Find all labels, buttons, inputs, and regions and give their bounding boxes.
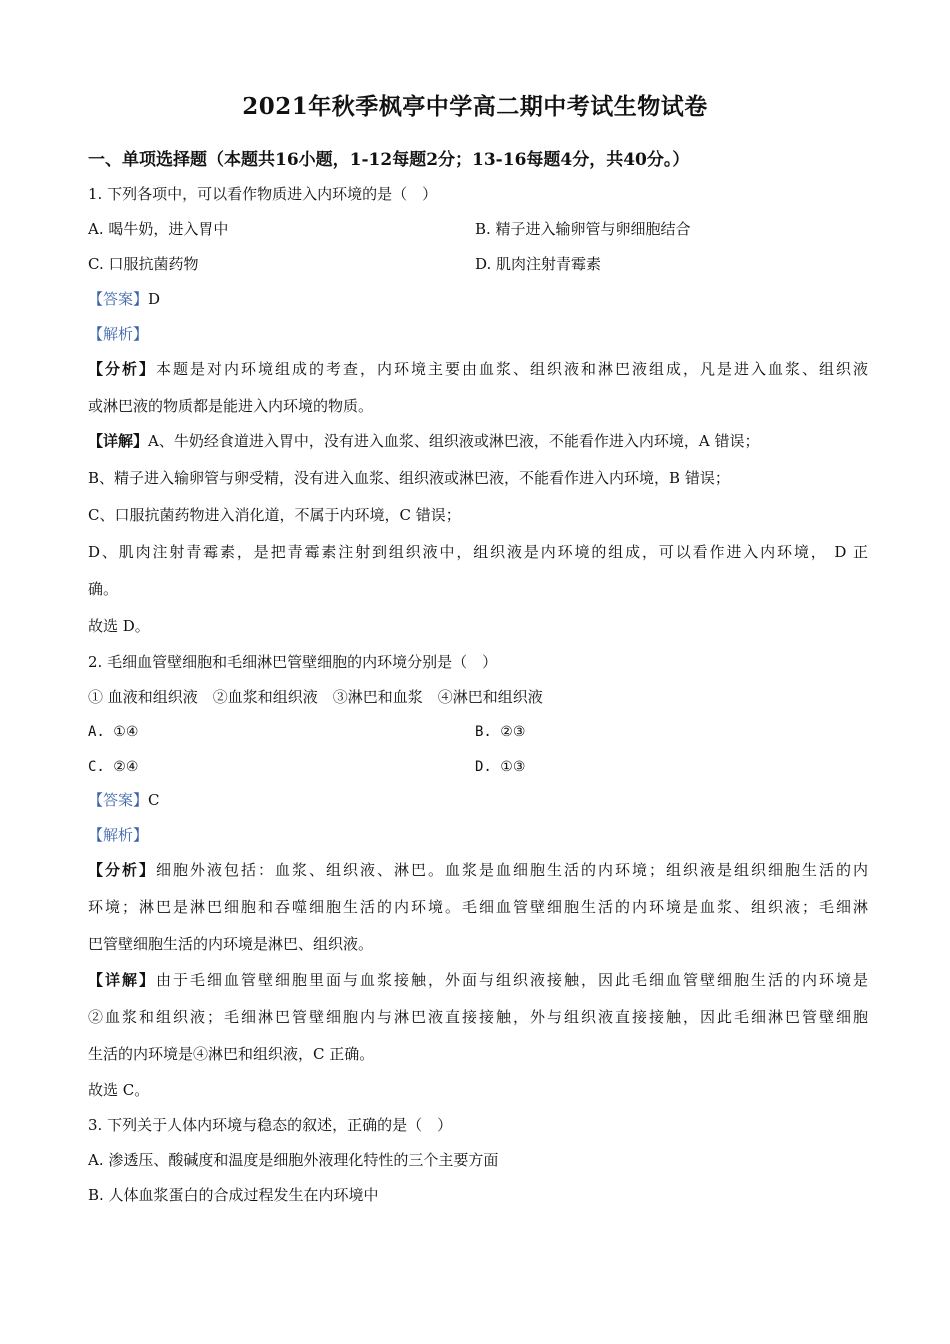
fenxi-tag: 【分析】 bbox=[88, 861, 156, 879]
q2-detail-line: 生活的内环境是④淋巴和组织液，C 正确。 bbox=[88, 1045, 375, 1063]
q2-conclusion: 故选 C。 bbox=[88, 1081, 150, 1099]
q1-detail-line: C、口服抗菌药物进入消化道，不属于内环境，C 错误； bbox=[88, 506, 461, 524]
q2-option-c: C. ②④ bbox=[88, 759, 139, 775]
q2-detail-line: ②血浆和组织液；毛细淋巴管壁细胞内与淋巴液直接接触，外与组织液直接接触，因此毛细淋巴管壁细胞 bbox=[88, 1008, 868, 1026]
q1-detail-text: A、牛奶经食道进入胃中，没有进入血浆、组织液或淋巴液，不能看作进入内环境，A 错误； bbox=[148, 432, 760, 450]
q1-conclusion: 故选 D。 bbox=[88, 617, 150, 635]
q3-option-b: B. 人体血浆蛋白的合成过程发生在内环境中 bbox=[88, 1186, 379, 1204]
q1-analysis-tag bbox=[88, 324, 868, 344]
q2-option-a: A. ①④ bbox=[88, 724, 139, 740]
q2-fenxi-text: 细胞外液包括：血浆、组织液、淋巴。血浆是血细胞生活的内环境；组织液是组织细胞生活的内 bbox=[156, 861, 868, 879]
section-heading: 一、单项选择题（本题共16小题，1-12每题2分；13-16每题4分，共40分。） bbox=[88, 150, 690, 170]
q2-option-d: D. ①③ bbox=[475, 759, 526, 775]
q2-fenxi-line: 环境；淋巴是淋巴细胞和吞噬细胞生活的内环境。毛细血管壁细胞生活的内环境是血浆、组织液；毛细淋 bbox=[88, 898, 868, 916]
q1-option-b: B. 精子进入输卵管与卵细胞结合 bbox=[475, 220, 691, 238]
q1-answer bbox=[88, 289, 868, 309]
q3-stem: 3. 下列关于人体内环境与稳态的叙述，正确的是（ ） bbox=[88, 1116, 453, 1134]
q1-option-d: D. 肌肉注射青霉素 bbox=[475, 255, 602, 273]
q1-option-a: A. 喝牛奶，进入胃中 bbox=[88, 220, 229, 238]
q1-detail-line: B、精子进入输卵管与卵受精，没有进入血浆、组织液或淋巴液，不能看作进入内环境，B 错误； bbox=[88, 469, 730, 487]
analysis-tag: 【解析】 bbox=[88, 826, 149, 844]
q2-analysis-tag bbox=[88, 825, 868, 845]
q1-stem: 1. 下列各项中，可以看作物质进入内环境的是（ ） bbox=[88, 185, 438, 203]
xiangjie-tag: 【详解】 bbox=[88, 432, 149, 450]
q1-detail-line: 确。 bbox=[88, 580, 119, 598]
xiangjie-tag: 【详解】 bbox=[88, 971, 156, 989]
answer-tag: 【答案】 bbox=[88, 290, 149, 308]
q1-answer-value: D bbox=[148, 290, 161, 308]
q2-fenxi-line bbox=[88, 860, 868, 880]
q1-detail-line: D、肌肉注射青霉素，是把青霉素注射到组织液中，组织液是内环境的组成，可以看作进入内环境， D 正 bbox=[88, 543, 868, 561]
q3-option-a: A. 渗透压、酸碱度和温度是细胞外液理化特性的三个主要方面 bbox=[88, 1151, 499, 1169]
q1-fenxi-line: 或淋巴液的物质都是能进入内环境的物质。 bbox=[88, 397, 374, 415]
q2-detail-line bbox=[88, 970, 868, 990]
q2-stem: 2. 毛细血管壁细胞和毛细淋巴管壁细胞的内环境分别是（ ） bbox=[88, 653, 498, 671]
q1-fenxi-line bbox=[88, 359, 868, 379]
q2-fenxi-line: 巴管壁细胞生活的内环境是淋巴、组织液。 bbox=[88, 935, 374, 953]
q2-items: ① 血液和组织液 ②血浆和组织液 ③淋巴和血浆 ④淋巴和组织液 bbox=[88, 688, 543, 706]
analysis-tag: 【解析】 bbox=[88, 325, 149, 343]
q1-detail-line bbox=[88, 431, 868, 451]
q1-fenxi-text: 本题是对内环境组成的考查，内环境主要由血浆、组织液和淋巴液组成，凡是进入血浆、组织液 bbox=[156, 360, 868, 378]
fenxi-tag: 【分析】 bbox=[88, 360, 156, 378]
q1-option-c: C. 口服抗菌药物 bbox=[88, 255, 199, 273]
q2-answer bbox=[88, 790, 868, 810]
q2-option-b: B. ②③ bbox=[475, 724, 526, 740]
page-title: 2021年秋季枫亭中学高二期中考试生物试卷 bbox=[242, 93, 708, 120]
q2-detail-text: 由于毛细血管壁细胞里面与血浆接触，外面与组织液接触，因此毛细血管壁细胞生活的内环境是 bbox=[156, 971, 868, 989]
q2-answer-value: C bbox=[148, 791, 160, 809]
answer-tag: 【答案】 bbox=[88, 791, 149, 809]
